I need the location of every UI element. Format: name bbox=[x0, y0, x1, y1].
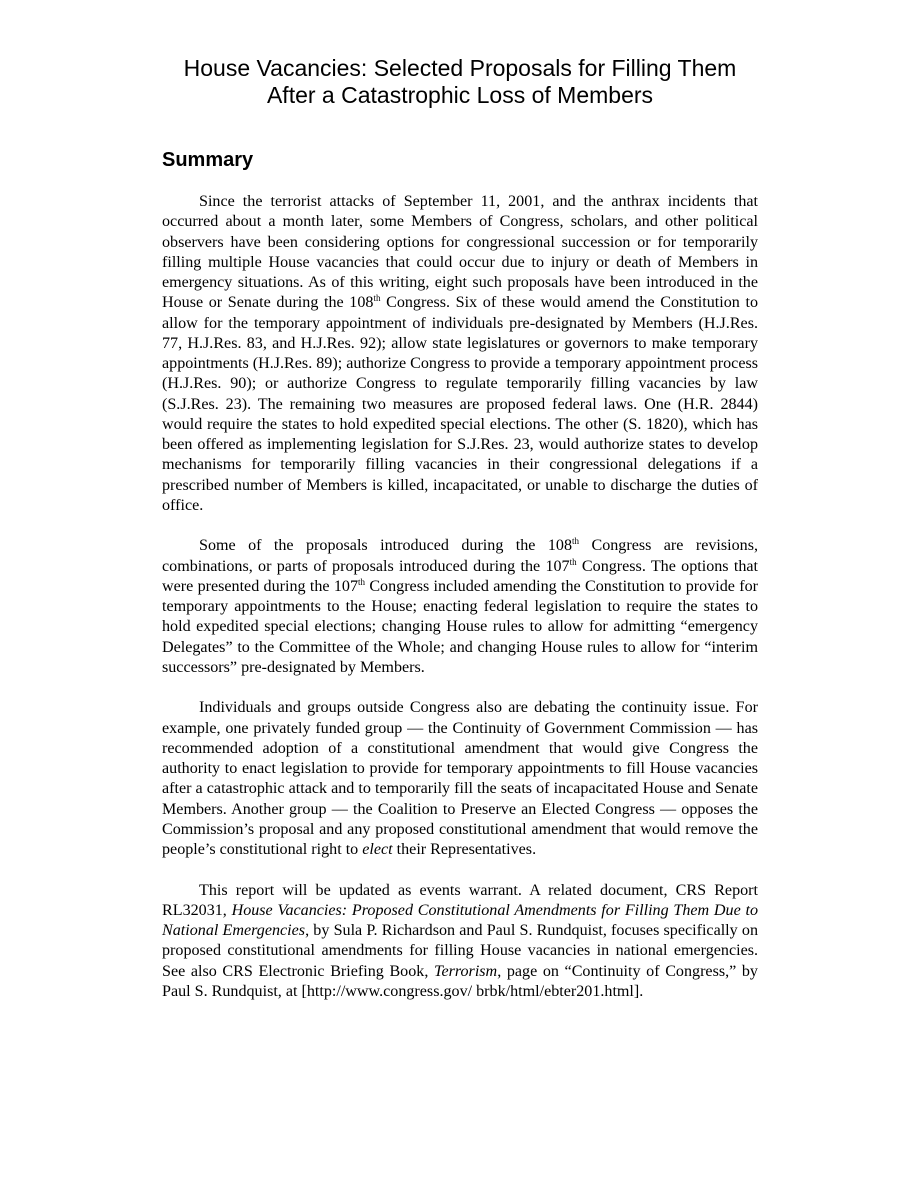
summary-paragraph-2 bbox=[162, 536, 758, 678]
text-run: their Representatives. bbox=[392, 841, 537, 858]
text-run: Congress are revisions, combinations, or parts of proposals introduced during the 107 bbox=[162, 537, 758, 575]
text-run: Since the terrorist attacks of September 11, 2001, and the anthrax incidents that occurred about a month later, some Members of Congress, scholars, and other political observers have been considering options for congressional succession or for temporarily filling multiple House vacancies that could occur due to injury or death of Members in emergency situations. As of this writing, eight such proposals have been introduced in the House or Senate during the 108 bbox=[162, 193, 758, 312]
summary-paragraph-1 bbox=[162, 192, 758, 516]
briefing-book-title: Terrorism bbox=[433, 962, 498, 980]
summary-paragraph-4 bbox=[162, 881, 758, 1003]
ordinal-suffix: th bbox=[373, 293, 381, 304]
ordinal-suffix: th bbox=[572, 536, 580, 547]
report-title bbox=[0, 55, 920, 109]
text-run: This report will be updated as events warrant. A related document, CRS Report RL32031, bbox=[162, 881, 758, 919]
text-run: Congress. The options that were presented during the 107 bbox=[162, 557, 759, 595]
summary-body bbox=[162, 192, 758, 1022]
summary-paragraph-3 bbox=[162, 698, 758, 860]
text-run: Congress included amending the Constitution to provide for temporary appointments to the House; enacting federal legislation to require the states to hold expedited special elections; changing House rules to allow for admitting “emergency Delegates” to the Committee of the Whole; and changing House rules to allow for “interim successors” pre-designated by Members. bbox=[162, 577, 758, 676]
report-title-line-1: House Vacancies: Selected Proposals for Filling Them bbox=[183, 55, 737, 81]
related-report-title: House Vacancies: Proposed Constitutional Amendments for Filling Them Due to National Emergencies bbox=[162, 901, 758, 939]
emphasized-text: elect bbox=[362, 841, 393, 858]
section-heading-summary: Summary bbox=[162, 149, 254, 171]
text-run: , by Sula P. Richardson and Paul S. Rundquist, focuses specifically on proposed constitutional amendments for filling House vacancies in national emergencies. See also CRS Electronic Briefing Book, bbox=[162, 922, 758, 980]
text-run: Congress. Six of these would amend the Constitution to allow for the temporary appointment of individuals pre-designated by Members (H.J.Res. 77, H.J.Res. 83, and H.J.Res. 92); allow state legislatures or governors to make temporary appointments (H.J.Res. 89); authorize Congress to provide a temporary appointment process (H.J.Res. 90); or authorize Congress to regulate temporarily filling vacancies by law (S.J.Res. 23). The remaining two measures are proposed federal laws. One (H.R. 2844) would require the states to hold expedited special elections. The other (S. 1820), which has been offered as implementing legislation for S.J.Res. 23, would authorize states to develop mechanisms for temporarily filling vacancies in their congressional delegations if a prescribed number of Members is killed, incapacitated, or unable to discharge the duties of office. bbox=[162, 294, 758, 514]
text-run: , page on “Continuity of Congress,” by Paul S. Rundquist, at [http://www.congress.gov/ brbk/html/ebter201.html]. bbox=[162, 962, 758, 1000]
text-run: Some of the proposals introduced during the 108 bbox=[199, 537, 573, 555]
text-run: Individuals and groups outside Congress also are debating the continuity issue. For example, one privately funded group — the Continuity of Government Commission — has recommended adoption of a constitutional amendment that would give Congress the authority to enact legislation to provide for temporary appointments to fill House vacancies after a catastrophic attack and to temporarily fill the seats of incapacitated House and Senate Members. Another group — the Coalition to Preserve an Elected Congress — opposes the Commission’s proposal and any proposed constitutional amendment that would remove the people’s constitutional right to bbox=[162, 699, 758, 858]
ordinal-suffix: th bbox=[358, 576, 366, 587]
report-title-line-2: After a Catastrophic Loss of Members bbox=[266, 82, 654, 108]
ordinal-suffix: th bbox=[569, 556, 577, 567]
